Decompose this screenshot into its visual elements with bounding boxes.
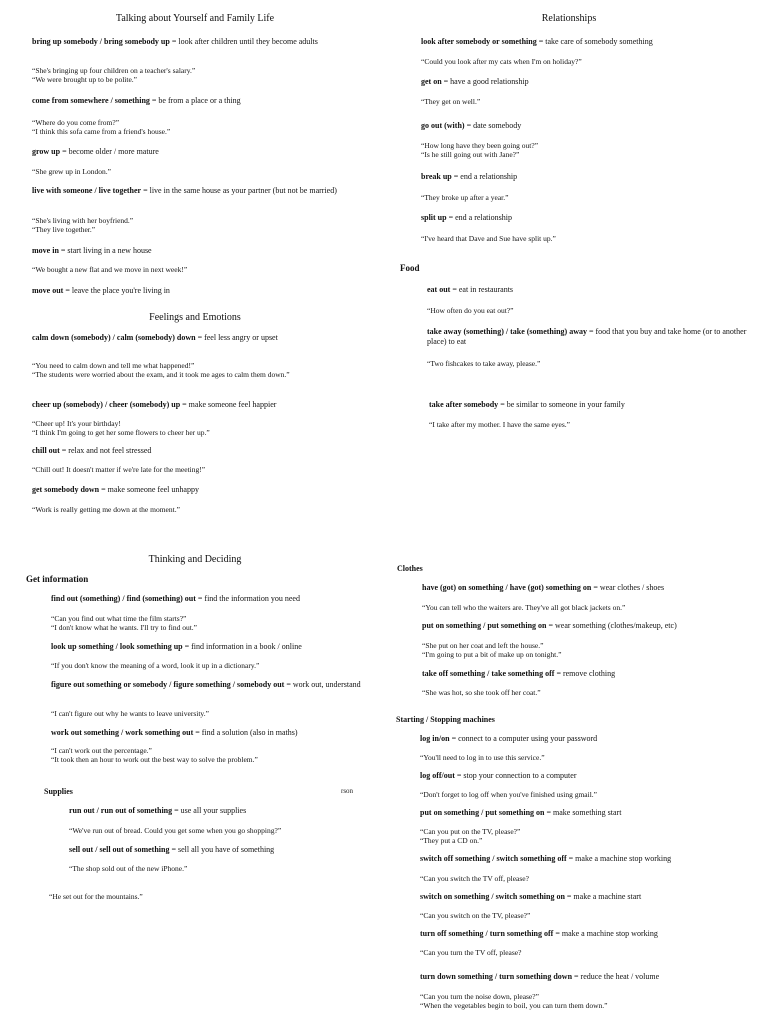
entry-definition: = leave the place you're living in [63,286,170,295]
example-grow-up: “She grew up in London.” [32,167,111,176]
entry-term: live with someone / live together [32,186,142,195]
example-put-on-clothes: “She put on her coat and left the house.” “I'm going to put a bit of make up on tonight.” [422,641,562,659]
entry-term: have (got) on something / have (got) something on [422,583,592,592]
entry-term: switch on something / switch something on [420,892,565,901]
entry-look-after [421,37,761,47]
entry-definition: = end a relationship [446,213,512,222]
example-get-down: “Work is really getting me down at the moment.” [32,505,180,514]
entry-term: turn off something / turn something off [420,929,554,938]
entry-term: move in [32,246,59,255]
entry-term: go out (with) [421,121,465,130]
entry-turn-down [420,972,765,982]
example-switch-on: “Can you switch on the TV, please?” [420,911,531,920]
section-clothes: Clothes [397,564,423,573]
entry-run-out [69,806,369,816]
entry-definition: = stop your connection to a computer [454,771,577,780]
section-title-family: Talking about Yourself and Family Life [115,13,275,24]
example-chill-out: “Chill out! It doesn't matter if we're late for the meeting!” [32,465,206,474]
example-have-on: “You can tell who the waiters are. They've all got black jackets on.” [422,603,626,612]
section-food: Food [400,263,420,273]
entry-work-out [51,728,371,738]
entry-definition: = make someone feel unhappy [99,485,199,494]
entry-eat-out [427,285,747,295]
entry-term: grow up [32,147,61,156]
section-title-feelings: Feelings and Emotions [149,312,241,323]
example-log-off: “Don't forget to log off when you've finished using gmail.” [420,790,597,799]
section-starting-stopping-machines: Starting / Stopping machines [396,715,495,724]
panel-clothes-machines [384,540,768,1024]
entry-definition: = wear something (clothes/makeup, etc) [546,621,677,630]
section-supplies: Supplies [44,787,73,796]
entry-definition: = look after children until they become adults [169,37,318,46]
example-split-up: “I've heard that Dave and Sue have split up.” [421,234,556,243]
entry-term: sell out / sell out of something [69,845,170,854]
entry-term: break up [421,172,452,181]
example-switch-off: “Can you switch the TV off, please? [420,874,529,883]
entry-term: switch off something / switch something off [420,854,567,863]
example-work-out: “I can't work out the percentage.” “It took then an hour to work out the best way to solve the problem.” [51,746,258,764]
entry-term: figure out something or somebody / figure something / somebody out [51,680,285,689]
entry-term: put on something / put something on [420,808,545,817]
entry-definition: = work out, understand [284,680,361,689]
example-figure-out: “I can't figure out why he wants to leave university.” [51,709,209,718]
entry-definition: = remove clothing [554,669,616,678]
entry-definition: = food that you buy and take home (or to another place) to eat [427,327,747,346]
entry-switch-off [420,854,765,864]
entry-term: bring up somebody / bring somebody up [32,37,170,46]
entry-split-up [421,213,751,223]
entry-term: turn down something / turn something down [420,972,573,981]
example-set-out: “He set out for the mountains.” [49,892,143,901]
example-come-from: “Where do you come from?” “I think this sofa came from a friend's house.” [32,118,171,136]
entry-definition: = connect to a computer using your password [449,734,598,743]
entry-definition: = be similar to someone in your family [498,400,625,409]
entry-have-on [422,583,767,593]
entry-term: get on [421,77,442,86]
panel-family-life [0,0,384,520]
entry-definition: = have a good relationship [441,77,529,86]
entry-term: put on something / put something on [422,621,547,630]
example-live-with: “She's living with her boyfriend.” “They live together.” [32,216,134,234]
entry-term: look after somebody or something [421,37,537,46]
entry-find-out [51,594,371,604]
entry-definition: = make a machine stop working [566,854,672,863]
entry-chill-out [32,446,352,456]
entry-definition: = take care of somebody something [536,37,653,46]
entry-get-on [421,77,751,87]
entry-break-up [421,172,751,182]
entry-grow-up [32,147,352,157]
example-look-after: “Could you look after my cats when I'm on holiday?” [421,57,582,66]
panel-thinking [0,540,384,1024]
entry-definition: = wear clothes / shoes [591,583,665,592]
entry-move-out [32,286,352,296]
section-title-relationships: Relationships [541,13,597,24]
entry-take-off [422,669,767,679]
entry-take-away [427,327,762,346]
example-look-up: “If you don't know the meaning of a word, look it up in a dictionary.” [51,661,260,670]
example-run-out: “We've run out of bread. Could you get some when you go shopping?” [69,826,282,835]
entry-move-in [32,246,352,256]
entry-definition: = find information in a book / online [182,642,302,651]
entry-term: work out something / work something out [51,728,194,737]
entry-term: split up [421,213,447,222]
entry-definition: = use all your supplies [172,806,247,815]
entry-cheer-up [32,400,362,410]
entry-put-on-machine [420,808,765,818]
example-take-away: “Two fishcakes to take away, please.” [427,359,541,368]
entry-definition: = find a solution (also in maths) [193,728,298,737]
section-title-thinking: Thinking and Deciding [148,554,242,565]
entry-term: chill out [32,446,60,455]
entry-sell-out [69,845,369,855]
entry-term: take off something / take something off [422,669,555,678]
clipped-text-fragment: rson [341,787,354,795]
example-take-after: “I take after my mother. I have the same eyes.” [429,420,570,429]
example-turn-down: “Can you turn the noise down, please?” “When the vegetables begin to boil, you can turn them down.” [420,992,608,1010]
entry-term: take after somebody [429,400,499,409]
entry-figure-out [51,680,361,690]
entry-definition: = be from a place or a thing [149,96,241,105]
entry-definition: = date somebody [464,121,522,130]
entry-turn-off [420,929,765,939]
entry-definition: = reduce the heat / volume [572,972,660,981]
entry-term: look up something / look something up [51,642,183,651]
example-find-out: “Can you find out what time the film starts?” “I don't know what he wants. I'll try to find out.” [51,614,198,632]
entry-calm-down [32,333,322,343]
section-get-information: Get information [26,574,89,584]
entry-definition: = start living in a new house [58,246,152,255]
panel-relationships [384,0,768,520]
entry-put-on-clothes [422,621,767,631]
example-move-in: “We bought a new flat and we move in next week!” [32,265,188,274]
entry-definition: = live in the same house as your partner (but not be married) [141,186,337,195]
entry-definition: = make a machine stop working [553,929,658,938]
example-break-up: “They broke up after a year.” [421,193,509,202]
entry-definition: = make someone feel happier [180,400,277,409]
example-sell-out: “The shop sold out of the new iPhone.” [69,864,188,873]
example-eat-out: “How often do you eat out?” [427,306,514,315]
entry-get-down [32,485,352,495]
entry-term: get somebody down [32,485,100,494]
example-turn-off: “Can you turn the TV off, please? [420,948,522,957]
entry-term: log in/on [420,734,450,743]
entry-definition: = relax and not feel stressed [59,446,152,455]
entry-definition: = make something start [544,808,622,817]
entry-log-off [420,771,765,781]
entry-live-with [32,186,354,196]
entry-term: eat out [427,285,451,294]
entry-definition: = feel less angry or upset [195,333,278,342]
entry-definition: = find the information you need [195,594,300,603]
entry-bring-up [32,37,342,47]
entry-switch-on [420,892,765,902]
entry-term: move out [32,286,64,295]
example-put-on-machine: “Can you put on the TV, please?” “They put a CD on.” [420,827,521,845]
entry-look-up [51,642,371,652]
entry-log-in [420,734,765,744]
entry-definition: = become older / more mature [60,147,159,156]
example-go-out: “How long have they been going out?” “Is he still going out with Jane?” [421,141,539,159]
entry-definition: = eat in restaurants [450,285,514,294]
entry-term: cheer up (somebody) / cheer (somebody) up [32,400,181,409]
example-get-on: “They get on well.” [421,97,481,106]
entry-definition: = make a machine start [564,892,642,901]
entry-definition: = sell all you have of something [169,845,275,854]
entry-take-after [429,400,749,410]
entry-term: calm down (somebody) / calm (somebody) down [32,333,196,342]
example-cheer-up: “Cheer up! It's your birthday! “I think I'm going to get her some flowers to cheer her up.” [32,419,210,437]
entry-term: come from somewhere / something [32,96,150,105]
entry-term: take away (something) / take (something) away [427,327,587,336]
example-take-off: “She was hot, so she took off her coat.” [422,688,541,697]
example-calm-down: “You need to calm down and tell me what happened!” “The students were worried about the exam, and it took me ages to calm them down.” [32,361,290,379]
entry-term: find out (something) / find (something) out [51,594,196,603]
entry-come-from [32,96,352,106]
entry-go-out [421,121,751,131]
entry-term: log off/out [420,771,455,780]
example-log-in: “You'll need to log in to use this service.” [420,753,545,762]
entry-definition: = end a relationship [451,172,518,181]
example-bring-up: “She's bringing up four children on a teacher's salary.” “We were brought up to be polite.” [32,66,196,84]
entry-term: run out / run out of something [69,806,173,815]
